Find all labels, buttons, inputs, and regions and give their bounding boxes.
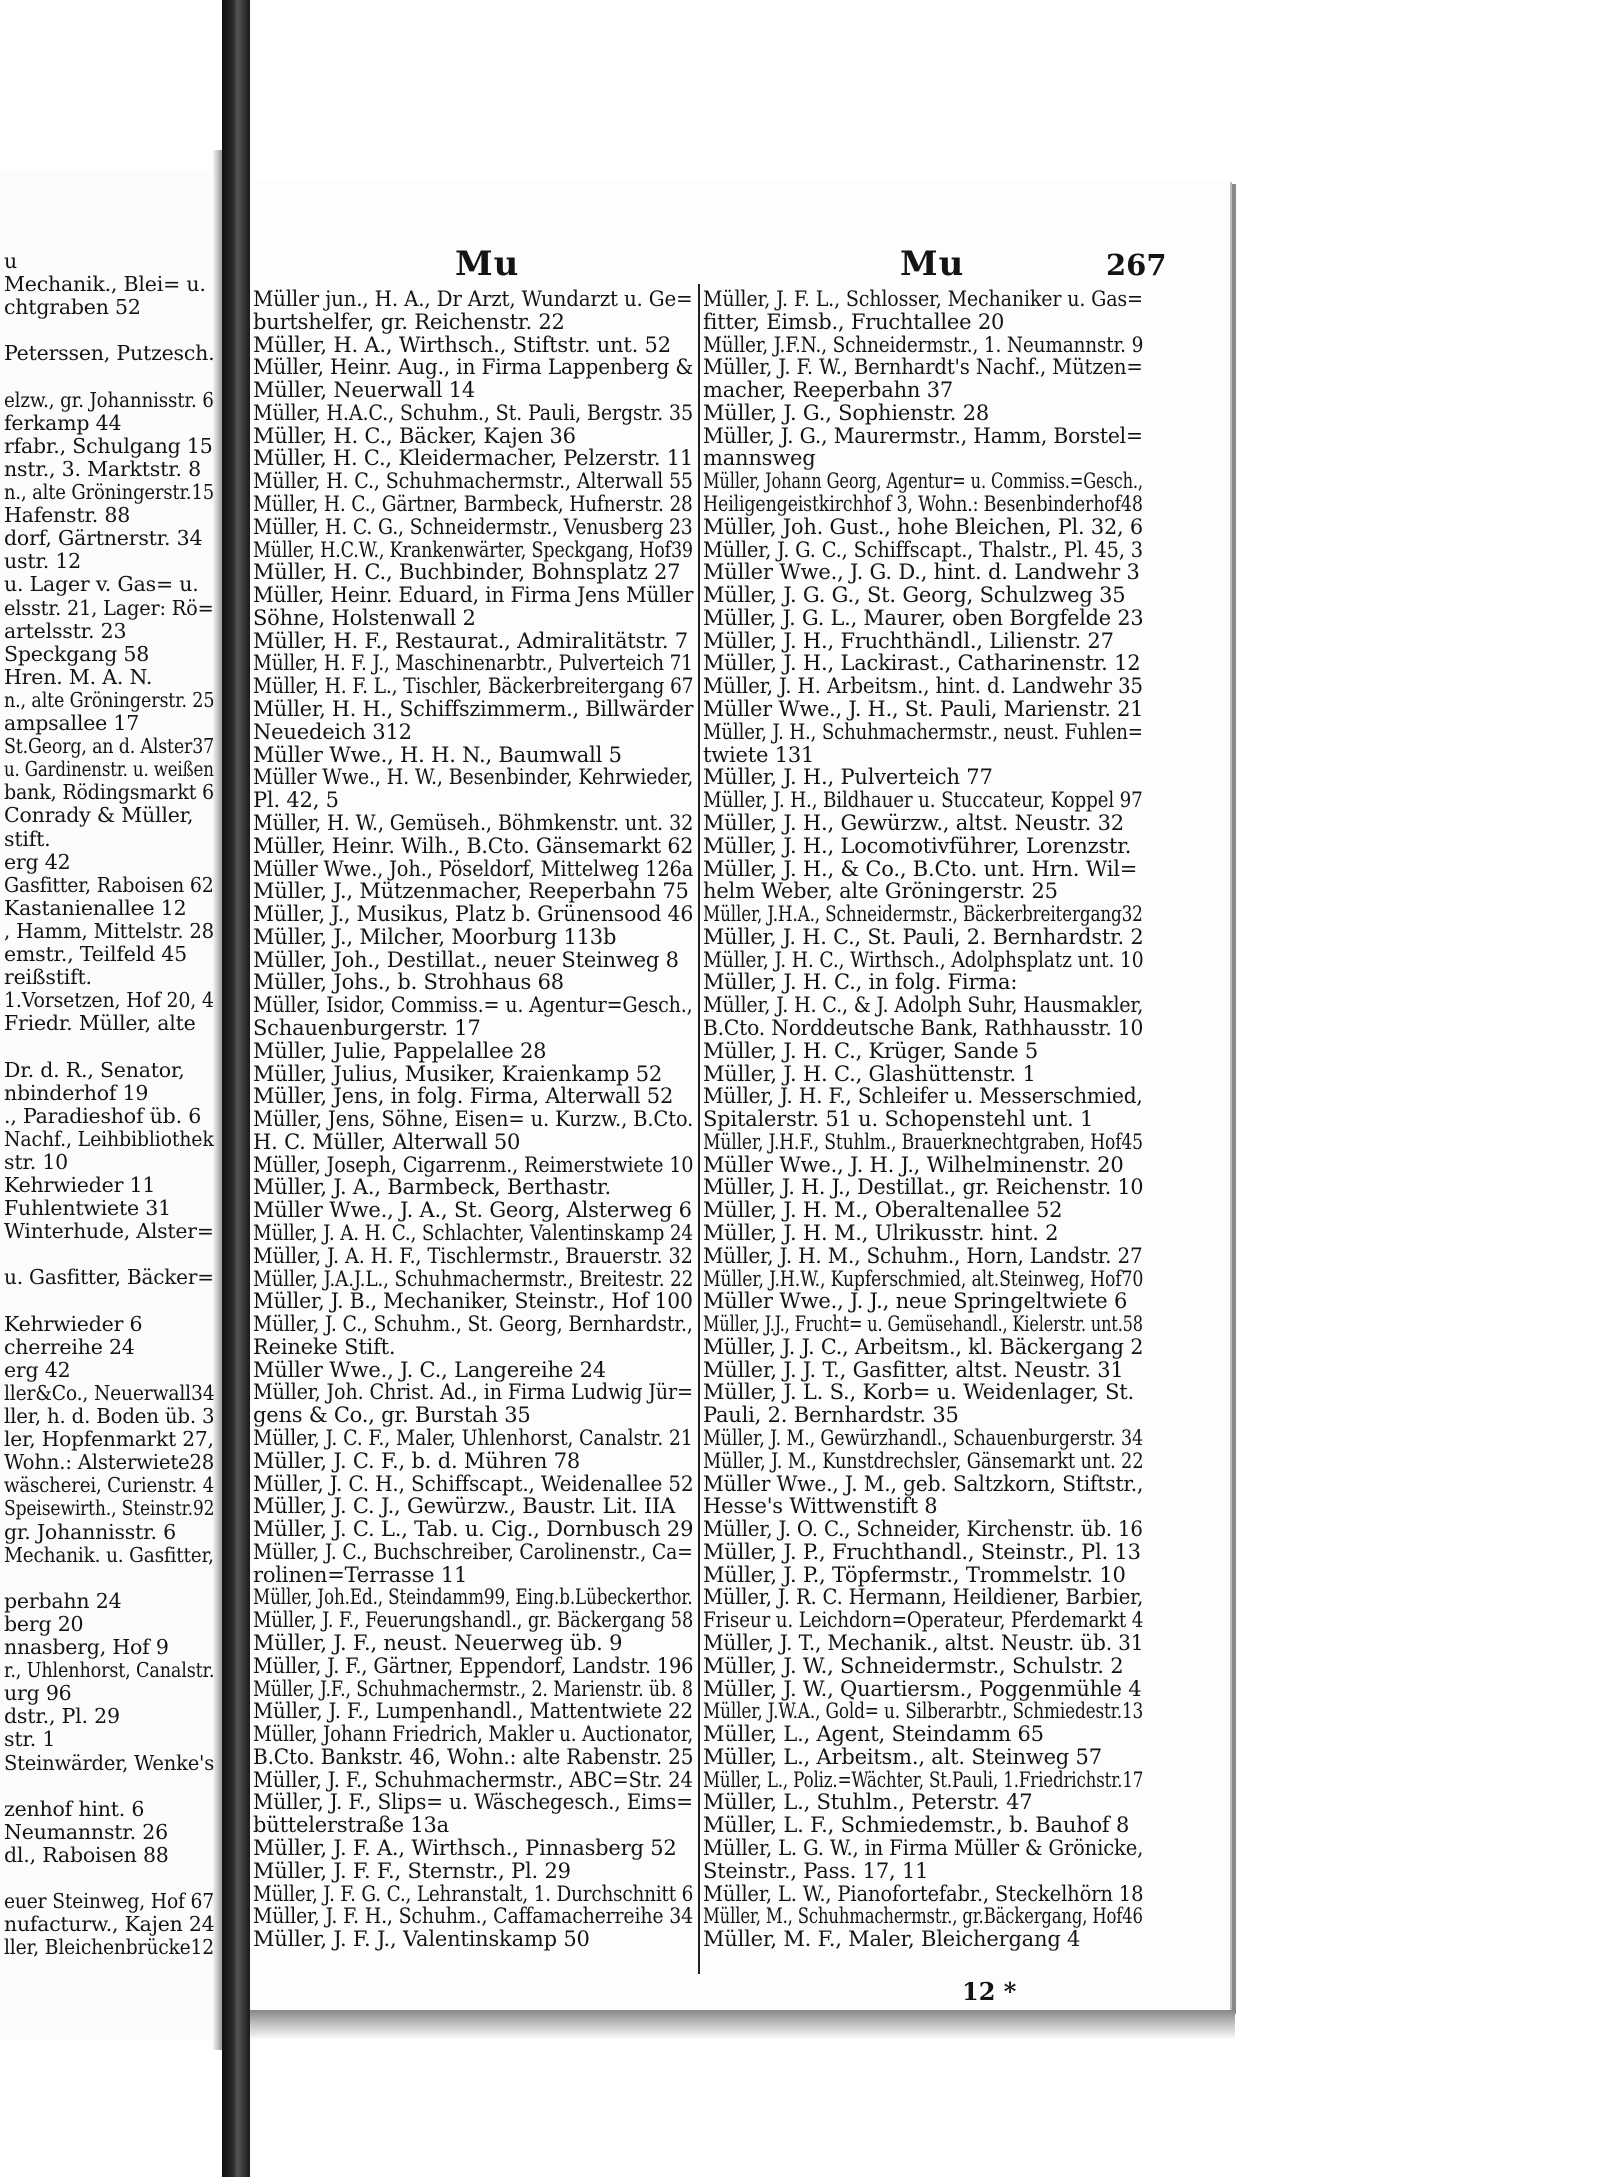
directory-entry-line: Müller Wwe., J. M., geb. Saltzkorn, Stiftstr.,	[703, 1471, 1144, 1496]
directory-entry-line: nufacturw., Kajen 24	[4, 1912, 215, 1937]
directory-entry-line: Müller, J. H., Pulverteich 77	[703, 765, 993, 790]
directory-entry-line: ampsallee 17	[4, 711, 140, 735]
directory-entry-line: Hren. M. A. N.	[4, 664, 153, 689]
directory-entry-line: Söhne, Holstenwall 2	[253, 605, 476, 630]
directory-entry-line: wäscherei, Curienstr. 4	[4, 1473, 214, 1498]
directory-entry-line: Müller, Heinr. Eduard, in Firma Jens Müller	[253, 583, 694, 608]
page-number: 267	[1106, 248, 1167, 282]
directory-entry-line: Müller, J. H. M., Oberaltenallee 52	[703, 1198, 1063, 1223]
directory-entry-line: Müller, J.H.A., Schneidermstr., Bäckerbreitergang32	[703, 902, 1143, 927]
directory-entry-line: Müller, L., Stuhlm., Peterstr. 47	[703, 1790, 1033, 1815]
directory-entry-line: Müller, Joh.Ed., Steindamm99, Eing.b.Lübeckerthor.	[253, 1585, 693, 1610]
directory-entry-line: nnasberg, Hof 9	[4, 1635, 169, 1659]
directory-entry-line: dstr., Pl. 29	[4, 1704, 120, 1729]
directory-entry-line: rolinen=Terrasse 11	[253, 1562, 468, 1587]
directory-entry-line: Heiligengeistkirchhof 3, Wohn.: Besenbinderhof48	[703, 492, 1143, 517]
directory-entry-line: Müller, J. H. C., Krüger, Sande 5	[703, 1038, 1039, 1063]
directory-entry-line: Speckgang 58	[4, 641, 150, 666]
directory-entry-line: Müller, J. H. F., Schleifer u. Messerschmied,	[703, 1084, 1143, 1109]
directory-entry-line: Müller, H. F. L., Tischler, Bäckerbreitergang 67	[253, 674, 694, 699]
directory-entry-line: Müller, J. F. G. C., Lehranstalt, 1. Durchschnitt 6	[253, 1881, 694, 1906]
directory-entry-line: Wohn.: Alsterwiete28	[4, 1450, 215, 1475]
directory-entry-line: Müller, J. H., & Co., B.Cto. unt. Hrn. Wil=	[703, 856, 1138, 881]
running-head-left: Mu	[455, 244, 520, 284]
directory-entry-line: Müller, J. F., Schuhmachermstr., ABC=Str. 24	[253, 1767, 693, 1792]
directory-entry-line: Müller, J. H. J., Destillat., gr. Reichenstr. 10	[703, 1175, 1144, 1200]
directory-entry-line: erg 42	[4, 849, 71, 874]
directory-entry-line: rfabr., Schulgang 15	[4, 433, 213, 458]
directory-entry-line: Müller, J. A. H. F., Tischlermstr., Brauerstr. 32	[253, 1243, 693, 1268]
directory-entry-line: Müller, J. H. C., in folg. Firma:	[703, 970, 1018, 995]
directory-entry-line: Müller, J. H., Gewürzw., altst. Neustr. 32	[703, 810, 1124, 835]
directory-entry-line: Kehrwieder 11	[4, 1173, 156, 1197]
directory-entry-line: Müller, J., Milcher, Moorburg 113b	[253, 924, 617, 949]
directory-entry-line: Müller, M. F., Maler, Bleichergang 4	[703, 1927, 1081, 1952]
directory-entry-line: Müller, J. O. C., Schneider, Kirchenstr. üb. 16	[703, 1517, 1143, 1542]
directory-entry-line: elsstr. 21, Lager: Rö=	[4, 595, 214, 620]
directory-entry-line: Müller, J. F. F., Sternstr., Pl. 29	[253, 1858, 571, 1883]
directory-entry-line: Müller, H. C., Kleidermacher, Pelzerstr. 11	[253, 446, 693, 471]
directory-entry-line: Müller, J. H., Schuhmachermstr., neust. Fuhlen=	[703, 719, 1143, 744]
directory-entry-line: Müller, J. J. C., Arbeitsm., kl. Bäckergang 2	[703, 1334, 1144, 1359]
directory-entry-line: nbinderhof 19	[4, 1080, 149, 1105]
directory-entry-line: Müller, H. F., Restaurat., Admiralitätstr. 7	[253, 628, 688, 653]
directory-entry-line: Müller, Heinr. Aug., in Firma Lappenberg &	[253, 355, 694, 380]
directory-entry-line: chtgraben 52	[4, 295, 141, 320]
directory-entry-line: Müller, J. C. J., Gewürzw., Baustr. Lit. IIA	[253, 1494, 676, 1519]
directory-entry-line: Müller, J. T., Mechanik., altst. Neustr. üb. 31	[703, 1631, 1144, 1656]
directory-entry-line: Müller, L. G. W., in Firma Müller & Grönicke,	[703, 1836, 1144, 1861]
directory-entry-line: Winterhude, Alster=	[4, 1219, 214, 1244]
directory-entry-line: Müller, J. F., Slips= u. Wäschegesch., Eims=	[253, 1790, 693, 1815]
directory-entry-line: Müller Wwe., J. G. D., hint. d. Landwehr 3	[703, 560, 1140, 585]
directory-entry-line: Müller jun., H. A., Dr Arzt, Wundarzt u. Ge=	[253, 287, 693, 311]
directory-entry-line: Müller, J. H. M., Schuhm., Horn, Landstr. 27	[703, 1243, 1143, 1268]
directory-entry-line: Mechanik. u. Gasfitter,	[4, 1542, 214, 1567]
directory-entry-line: Müller, J.H.F., Stuhlm., Brauerknechtgraben, Hof45	[703, 1129, 1143, 1154]
directory-entry-line: n., alte Gröningerstr.15	[4, 480, 215, 504]
directory-entry-line: u. Gasfitter, Bäcker=	[4, 1265, 214, 1290]
directory-entry-line: n., alte Gröningerstr. 25	[4, 687, 215, 712]
directory-entry-line: str. 10	[4, 1149, 69, 1174]
directory-entry-line: Müller, J. F. A., Wirthsch., Pinnasberg 52	[253, 1836, 677, 1861]
directory-entry-line: nstr., 3. Marktstr. 8	[4, 456, 201, 481]
page-bottom-shadow	[250, 2010, 1235, 2040]
directory-entry-line: Steinwärder, Wenke's	[4, 1750, 215, 1775]
directory-entry-line: Müller, J. J. T., Gasfitter, altst. Neustr. 31	[703, 1357, 1124, 1382]
signature-mark: 12 *	[962, 1977, 1017, 2006]
directory-entry-line: ller, h. d. Boden üb. 3	[4, 1404, 215, 1428]
book-gutter	[222, 0, 250, 2177]
directory-entry-line: Müller, J. H. M., Ulrikusstr. hint. 2	[703, 1220, 1059, 1245]
directory-entry-line: Müller, L. W., Pianofortefabr., Steckelhörn 18	[703, 1881, 1144, 1906]
directory-entry-line: Müller Wwe., H. H. N., Baumwall 5	[253, 742, 622, 767]
directory-entry-line: fitter, Eimsb., Fruchtallee 20	[703, 309, 1005, 334]
directory-entry-line: ller&Co., Neuerwall34	[4, 1380, 215, 1405]
directory-entry-line: Müller, J. A., Barmbeck, Berthastr.	[253, 1175, 611, 1200]
directory-entry-line: Müller, Joh., Destillat., neuer Steinweg 8	[253, 947, 679, 972]
directory-entry-line: Müller, J. H., Locomotivführer, Lorenzstr.	[703, 833, 1132, 858]
directory-entry-line: reißstift.	[4, 965, 92, 990]
directory-entry-line: Müller, J. C. F., Maler, Uhlenhorst, Canalstr. 21	[253, 1426, 693, 1450]
directory-entry-line: Müller, J. H., Lackirast., Catharinenstr. 12	[703, 651, 1141, 676]
directory-entry-line: dorf, Gärtnerstr. 34	[4, 526, 203, 551]
directory-entry-line: Dr. d. R., Senator,	[4, 1057, 185, 1082]
directory-entry-line: 1.Vorsetzen, Hof 20, 4	[4, 988, 214, 1013]
directory-entry-line: büttelerstraße 13a	[253, 1813, 450, 1838]
directory-entry-line: Spitalerstr. 51 u. Schopenstehl unt. 1	[703, 1107, 1094, 1132]
directory-entry-line: Müller, J. C. F., b. d. Mühren 78	[253, 1448, 581, 1473]
directory-entry-line: zenhof hint. 6	[4, 1796, 145, 1821]
directory-entry-line: Müller, J., Mützenmacher, Reeperbahn 75	[253, 879, 689, 904]
directory-entry-line: Müller, H. H., Schiffszimmerm., Billwärder	[253, 697, 694, 722]
directory-entry-line: Müller, H. C., Schuhmachermstr., Alterwall 55	[253, 469, 693, 494]
directory-entry-line: Müller, L., Arbeitsm., alt. Steinweg 57	[703, 1744, 1102, 1769]
directory-entry-line: Müller, J. G. L., Maurer, oben Borgfelde 23	[703, 605, 1144, 630]
directory-entry-line: Müller, J. P., Töpfermstr., Trommelstr. 10	[703, 1562, 1126, 1587]
directory-entry-line: Müller, J. F., neust. Neuerweg üb. 9	[253, 1631, 623, 1656]
directory-entry-line: Müller, J. H. C., Wirthsch., Adolphsplatz unt. 10	[703, 947, 1144, 972]
directory-entry-line: Müller, H. C. G., Schneidermstr., Venusberg 23	[253, 514, 693, 539]
directory-entry-line: Müller Wwe., J. A., St. Georg, Alsterweg 6	[253, 1198, 692, 1223]
directory-entry-line: Müller, J. G. C., Schiffscapt., Thalstr., Pl. 45, 3	[703, 537, 1143, 562]
directory-entry-line: Müller, J.F., Schuhmachermstr., 2. Marienstr. üb. 8	[253, 1676, 693, 1701]
directory-entry-line: Neumannstr. 26	[4, 1819, 168, 1844]
directory-entry-line: Reineke Stift.	[253, 1334, 396, 1359]
directory-entry-line: Friedr. Müller, alte	[4, 1011, 196, 1036]
directory-entry-line: Müller, J. F., Gärtner, Eppendorf, Landstr. 196	[253, 1653, 694, 1678]
directory-entry-line: Müller, J. W., Schneidermstr., Schulstr. 2	[703, 1653, 1124, 1678]
directory-entry-line: Fuhlentwiete 31	[4, 1196, 171, 1221]
directory-entry-line: Pauli, 2. Bernhardstr. 35	[703, 1403, 959, 1428]
directory-entry-line: u. Lager v. Gas= u.	[4, 572, 199, 597]
directory-entry-line: Müller, J. A. H. C., Schlachter, Valentinskamp 24	[253, 1220, 693, 1245]
directory-entry-line: , Hamm, Mittelstr. 28	[4, 918, 214, 943]
directory-entry-line: ferkamp 44	[4, 410, 122, 435]
directory-entry-line: Müller, J. F., Feuerungshandl., gr. Bäckergang 58	[253, 1608, 694, 1633]
directory-entry-line: B.Cto. Norddeutsche Bank, Rathhausstr. 10	[703, 1015, 1144, 1040]
directory-entry-line: Müller, J., Musikus, Platz b. Grünensood 46	[253, 902, 694, 927]
directory-entry-line: Hafenstr. 88	[4, 503, 131, 528]
directory-entry-line: Müller, H. C., Gärtner, Barmbeck, Hufnerstr. 28	[253, 492, 693, 517]
directory-entry-line: Steinstr., Pass. 17, 11	[703, 1858, 929, 1883]
directory-entry-line: Müller, Johann Georg, Agentur= u. Commiss.=Gesch.,	[703, 469, 1143, 494]
directory-entry-line: emstr., Teilfeld 45	[4, 942, 187, 966]
directory-entry-line: Müller Wwe., J. H. J., Wilhelminenstr. 20	[703, 1152, 1124, 1177]
directory-entry-line: Müller Wwe., J. J., neue Springeltwiete 6	[703, 1289, 1128, 1314]
directory-entry-line: Müller, J. H. C., Glashüttenstr. 1	[703, 1061, 1036, 1086]
directory-entry-line: Müller, J. H., Bildhauer u. Stuccateur, Koppel 97	[703, 788, 1143, 813]
directory-entry-line: mannsweg	[703, 446, 816, 471]
directory-entry-line: Müller, J. C., Schuhm., St. Georg, Bernhardstr.,	[253, 1312, 693, 1337]
directory-entry-line: burtshelfer, gr. Reichenstr. 22	[253, 309, 565, 334]
directory-entry-line: helm Weber, alte Gröningerstr. 25	[703, 879, 1058, 904]
directory-entry-line: stift.	[4, 826, 51, 851]
directory-entry-line: Müller, H. A., Wirthsch., Stiftstr. unt. 52	[253, 332, 671, 357]
directory-entry-line: bank, Rödingsmarkt 6	[4, 780, 214, 805]
directory-entry-line: r., Uhlenhorst, Canalstr.	[4, 1658, 215, 1683]
directory-entry-line: Müller, Jens, Söhne, Eisen= u. Kurzw., B.Cto.	[253, 1107, 694, 1132]
directory-entry-line: Müller, M., Schuhmachermstr., gr.Bäckergang, Hof46	[703, 1904, 1143, 1929]
column-divider	[698, 284, 700, 1974]
directory-entry-line: euer Steinweg, Hof 67	[4, 1889, 214, 1914]
directory-entry-line: Mechanik., Blei= u.	[4, 272, 206, 297]
directory-entry-line: Müller, L., Poliz.=Wächter, St.Pauli, 1.Friedrichstr.17	[703, 1767, 1144, 1792]
directory-entry-line: Müller, H. F. J., Maschinenarbtr., Pulverteich 71	[253, 651, 693, 676]
directory-entry-line: Müller, Jens, in folg. Firma, Alterwall 52	[253, 1084, 674, 1109]
directory-entry-line: Pl. 42, 5	[253, 788, 339, 813]
directory-entry-line: Müller, H. C., Bäcker, Kajen 36	[253, 423, 576, 448]
directory-entry-line: Schauenburgerstr. 17	[253, 1015, 481, 1040]
directory-entry-line: Müller Wwe., H. W., Besenbinder, Kehrwieder,	[253, 765, 694, 790]
directory-entry-line: ler, Hopfenmarkt 27,	[4, 1427, 214, 1452]
directory-entry-line: Müller, H. C., Buchbinder, Bohnsplatz 27	[253, 560, 681, 585]
directory-entry-line: Müller, L. F., Schmiedemstr., b. Bauhof 8	[703, 1813, 1130, 1838]
directory-entry-line: u. Gardinenstr. u. weißen	[4, 757, 214, 782]
directory-entry-line: Müller, Julie, Pappelallee 28	[253, 1038, 547, 1063]
directory-entry-line: Müller, J. F. L., Schlosser, Mechaniker u. Gas=	[703, 287, 1143, 311]
directory-entry-line: twiete 131	[703, 742, 815, 767]
directory-entry-line: Müller, Johs., b. Strohhaus 68	[253, 970, 564, 995]
directory-entry-line: H. C. Müller, Alterwall 50	[253, 1129, 521, 1154]
directory-entry-line: Müller, Isidor, Commiss.= u. Agentur=Gesch.,	[253, 993, 693, 1018]
directory-entry-line: Müller, Julius, Musiker, Kraienkamp 52	[253, 1061, 663, 1086]
directory-entry-line: Müller Wwe., J. C., Langereihe 24	[253, 1357, 606, 1382]
directory-entry-line: Friseur u. Leichdorn=Operateur, Pferdemarkt 4	[703, 1608, 1144, 1633]
directory-entry-line: artelsstr. 23	[4, 618, 127, 643]
directory-entry-line: ller, Bleichenbrücke12	[4, 1935, 214, 1960]
directory-entry-line: Müller, Joseph, Cigarrenm., Reimerstwiete 10	[253, 1152, 694, 1177]
directory-entry-line: Müller Wwe., Joh., Pöseldorf, Mittelweg 126a	[253, 856, 694, 881]
directory-entry-line: perbahn 24	[4, 1588, 122, 1613]
directory-entry-line: Müller, J. G., Maurermstr., Hamm, Borstel=	[703, 423, 1143, 448]
directory-entry-line: Müller, J.J., Frucht= u. Gemüsehandl., Kielerstr. unt.58	[703, 1312, 1143, 1337]
directory-entry-line: cherreihe 24	[4, 1334, 135, 1359]
directory-entry-line: Müller, Johann Friedrich, Makler u. Auctionator,	[253, 1722, 694, 1747]
directory-entry-line: Gasfitter, Raboisen 62	[4, 872, 214, 897]
directory-entry-line: Kehrwieder 6	[4, 1311, 143, 1336]
running-head-right: Mu	[900, 244, 965, 284]
directory-entry-line: Peterssen, Putzesch.	[4, 341, 215, 366]
directory-entry-line: Müller, J. C. L., Tab. u. Cig., Dornbusch 29	[253, 1517, 694, 1542]
directory-entry-line: elzw., gr. Johannisstr. 6	[4, 387, 214, 412]
directory-entry-line: Hesse's Wittwenstift 8	[703, 1494, 938, 1519]
directory-entry-line: Conrady & Müller,	[4, 803, 194, 828]
directory-entry-line: Müller, J. G. G., St. Georg, Schulzweg 35	[703, 583, 1126, 608]
directory-entry-line: Müller, H. W., Gemüseh., Böhmkenstr. unt. 32	[253, 810, 694, 835]
directory-entry-line: erg 42	[4, 1357, 71, 1382]
directory-entry-line: B.Cto. Bankstr. 46, Wohn.: alte Rabenstr. 25	[253, 1744, 694, 1769]
directory-entry-line: Kastanienallee 12	[4, 895, 187, 920]
directory-entry-line: Speisewirth., Steinstr.92	[4, 1496, 215, 1521]
directory-entry-line: urg 96	[4, 1681, 72, 1706]
directory-entry-line: Müller, J. F. W., Bernhardt's Nachf., Mützen=	[703, 355, 1143, 380]
directory-entry-line: Müller, J. H., Fruchthändl., Lilienstr. 27	[703, 628, 1114, 653]
directory-entry-line: Neuedeich 312	[253, 719, 412, 744]
directory-entry-line: berg 20	[4, 1611, 84, 1636]
directory-entry-line: Müller, J.H.W., Kupferschmied, alt.Steinweg, Hof70	[703, 1266, 1144, 1291]
directory-entry-line: Müller, J. C., Buchschreiber, Carolinenstr., Ca=	[253, 1539, 693, 1564]
directory-entry-line: Müller, Neuerwall 14	[253, 378, 476, 403]
directory-entry-line: Müller, J. H. C., St. Pauli, 2. Bernhardstr. 2	[703, 924, 1144, 949]
directory-entry-line: Müller, J. H. C., & J. Adolph Suhr, Hausmakler,	[703, 993, 1144, 1018]
directory-entry-line: gr. Johannisstr. 6	[4, 1519, 176, 1544]
directory-entry-line: Müller, J. F. H., Schuhm., Caffamacherreihe 34	[253, 1904, 693, 1929]
directory-entry-line: Müller, J. G., Sophienstr. 28	[703, 400, 990, 425]
directory-entry-line: dl., Raboisen 88	[4, 1842, 169, 1867]
directory-entry-line: Nachf., Leihbibliothek	[4, 1126, 214, 1151]
directory-entry-line: ustr. 12	[4, 549, 82, 574]
directory-entry-line: St.Georg, an d. Alster37	[4, 734, 215, 759]
directory-entry-line: Müller, J.W.A., Gold= u. Silberarbtr., Schmiedestr.13	[703, 1699, 1144, 1724]
directory-entry-line: Müller, J. H. Arbeitsm., hint. d. Landwehr 35	[703, 674, 1143, 699]
directory-entry-line: Müller, J.F.N., Schneidermstr., 1. Neumannstr. 9	[703, 332, 1144, 357]
directory-entry-line: gens & Co., gr. Burstah 35	[253, 1403, 531, 1428]
directory-entry-line: ., Paradieshof üb. 6	[4, 1103, 202, 1128]
directory-entry-line: Müller, Joh. Christ. Ad., in Firma Ludwig Jür=	[253, 1380, 693, 1405]
directory-entry-line: Müller, J. L. S., Korb= u. Weidenlager, St.	[703, 1380, 1134, 1405]
directory-entry-line: Müller, Joh. Gust., hohe Bleichen, Pl. 32, 6	[703, 514, 1143, 539]
directory-entry-line: macher, Reeperbahn 37	[703, 378, 954, 403]
directory-entry-line: u	[4, 249, 18, 273]
directory-entry-line: Müller, J. F., Lumpenhandl., Mattentwiete 22	[253, 1699, 693, 1724]
directory-entry-line: Müller, J. B., Mechaniker, Steinstr., Hof 100	[253, 1289, 693, 1314]
directory-entry-line: Müller, J.A.J.L., Schuhmachermstr., Breitestr. 22	[253, 1266, 694, 1291]
directory-entry-line: Müller, J. C. H., Schiffscapt., Weidenallee 52	[253, 1471, 694, 1496]
directory-entry-line: Müller, J. M., Kunstdrechsler, Gänsemarkt unt. 22	[703, 1448, 1144, 1473]
directory-entry-line: Müller, J. F. J., Valentinskamp 50	[253, 1927, 590, 1952]
directory-entry-line: str. 1	[4, 1727, 56, 1752]
directory-entry-line: Müller, J. W., Quartiersm., Poggenmühle 4	[703, 1676, 1142, 1701]
directory-entry-line: Müller, H.C.W., Krankenwärter, Speckgang, Hof39	[253, 537, 693, 562]
directory-entry-line: Müller, J. P., Fruchthandl., Steinstr., Pl. 13	[703, 1539, 1141, 1564]
directory-entry-line: Müller, Heinr. Wilh., B.Cto. Gänsemarkt 62	[253, 833, 694, 858]
directory-entry-line: Müller, H.A.C., Schuhm., St. Pauli, Bergstr. 35	[253, 400, 693, 425]
directory-entry-line: Müller, J. M., Gewürzhandl., Schauenburgerstr. 34	[703, 1426, 1144, 1450]
directory-entry-line: Müller, J. R. C. Hermann, Heildiener, Barbier,	[703, 1585, 1144, 1610]
directory-entry-line: Müller, L., Agent, Steindamm 65	[703, 1722, 1044, 1747]
directory-entry-line: Müller Wwe., J. H., St. Pauli, Marienstr. 21	[703, 697, 1144, 722]
